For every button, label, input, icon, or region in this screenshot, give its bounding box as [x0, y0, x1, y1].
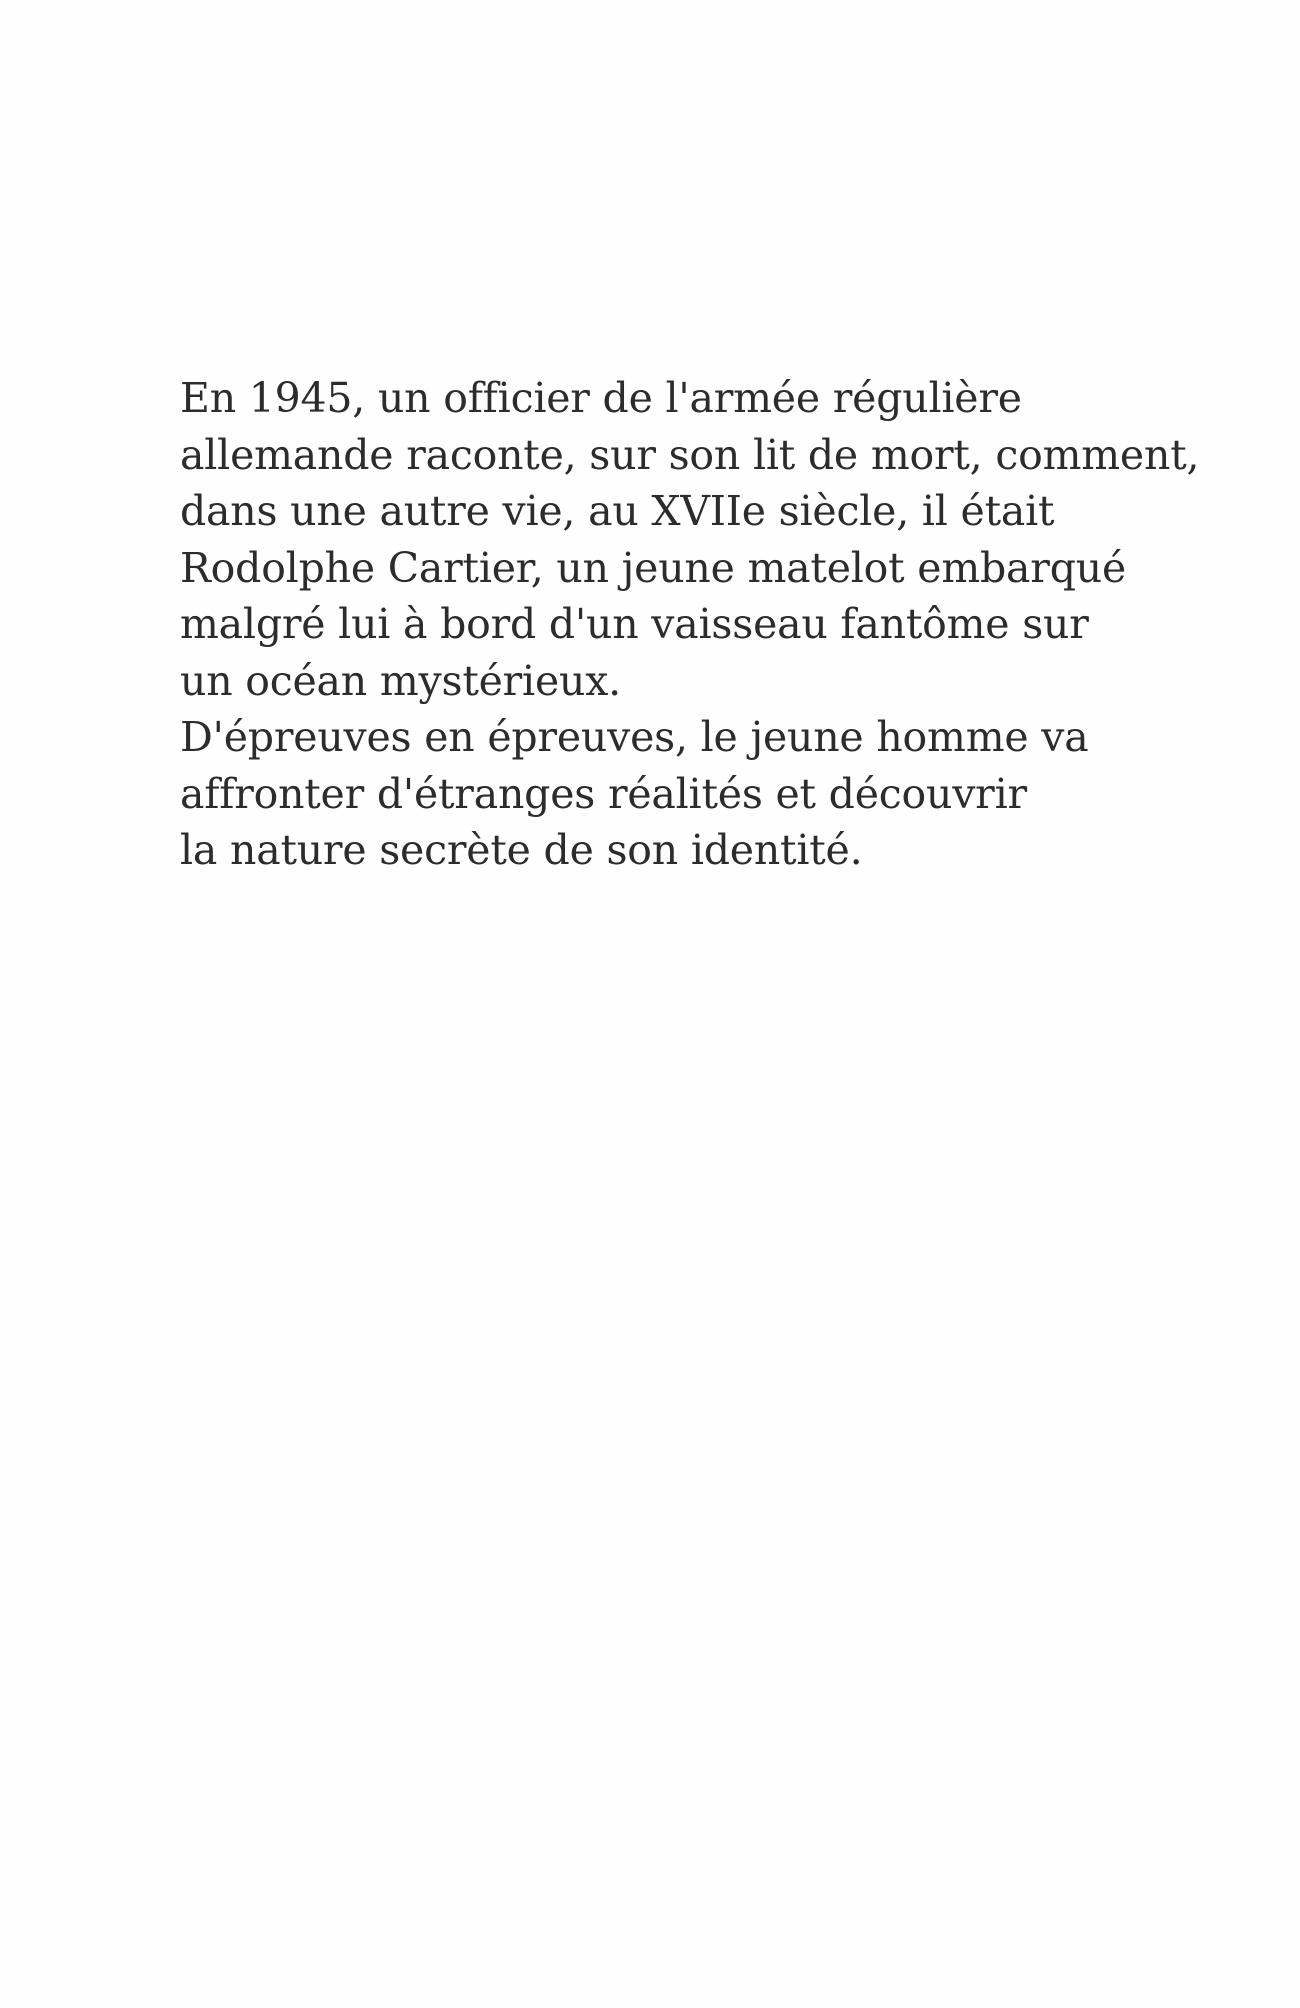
synopsis-line: un océan mystérieux. — [180, 656, 621, 705]
synopsis-line: D'épreuves en épreuves, le jeune homme va — [180, 713, 1089, 761]
synopsis-line: la nature secrète de son identité. — [180, 826, 863, 874]
synopsis-line: dans une autre vie, au XVIIe siècle, il était — [180, 487, 1055, 535]
synopsis-line: allemande raconte, sur son lit de mort, comment, — [180, 430, 1200, 479]
synopsis-line: En 1945, un officier de l'armée régulière — [180, 374, 1022, 422]
synopsis-line: Rodolphe Cartier, un jeune matelot embarqué — [180, 543, 1127, 592]
synopsis-text — [180, 370, 1230, 879]
synopsis-line: affronter d'étranges réalités et découvrir — [180, 769, 1027, 818]
synopsis-line: malgré lui à bord d'un vaisseau fantôme sur — [180, 600, 1089, 648]
